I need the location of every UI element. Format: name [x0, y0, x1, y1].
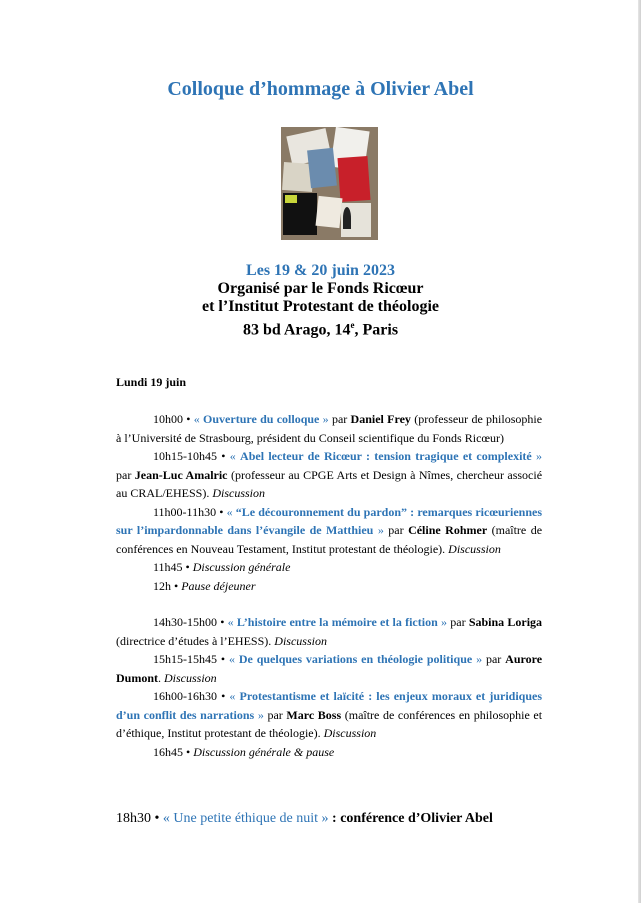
session-title[interactable]: L’histoire entre la mémoire et la fiction — [236, 615, 438, 629]
event-address — [0, 316, 641, 339]
program-item: 10h15-10h45 • « Abel lecteur de Ricœur : tension tragique et complexité » par Jean-Luc Amalric (professeur au CPGE Arts et Design à Nîmes, chercheur associé au CRAL/EHESS). Discussion — [116, 449, 543, 500]
speaker-name: Jean-Luc Amalric — [134, 467, 228, 482]
organiser-line-2: et l’Institut Protestant de théologie — [202, 298, 439, 315]
program-item: 16h45 • Discussion générale & pause — [153, 744, 335, 759]
day-heading: Lundi 19 juin — [116, 375, 187, 389]
program-item: 15h15-15h45 • « De quelques variations en théologie politique » par Aurore Dumont. Discussion — [116, 652, 543, 685]
organiser-line-1: Organisé par le Fonds Ricœur — [217, 280, 424, 297]
program-item: 16h00-16h30 • « Protestantisme et laïcité : les enjeux moraux et juridiques d’un conflit des narrations » par Marc Boss (maître de conférences en philosophie et d’éthique, Institut protestant de théologie). Discussion — [116, 689, 543, 740]
book-collage-photo — [281, 127, 378, 240]
address-main: 83 bd Arago, 14 — [242, 321, 351, 339]
program-item: 12h • Pause déjeuner — [153, 578, 256, 593]
speaker-name: Daniel Frey — [350, 412, 411, 426]
session-title[interactable]: “Le découronnement du pardon” : remarques ricœuriennes sur l’impardonnable dans l’évangile de Matthieu — [116, 504, 543, 537]
session-title[interactable]: Abel lecteur de Ricœur : tension tragique et complexité — [240, 449, 532, 463]
speaker-name: Marc Boss — [286, 707, 342, 722]
speaker-name: Sabina Loriga — [468, 615, 543, 629]
speaker-name: Aurore Dumont — [116, 652, 543, 685]
program-item: 14h30-15h00 • « L’histoire entre la mémoire et la fiction » par Sabina Loriga (directrice d’études à l’EHESS). Discussion — [116, 615, 543, 648]
speaker-name: Céline Rohmer — [408, 523, 488, 537]
evening-lecture: 18h30 • « Une petite éthique de nuit » : conférence d’Olivier Abel — [116, 811, 493, 826]
address-city: , Paris — [354, 321, 399, 339]
address-superscript: e — [350, 320, 355, 330]
session-title[interactable]: De quelques variations en théologie politique — [238, 652, 473, 666]
event-dates: Les 19 & 20 juin 2023 — [246, 262, 395, 279]
program-list — [116, 410, 542, 761]
document-title: Colloque d’hommage à Olivier Abel — [167, 78, 474, 100]
evening-lecture-title[interactable]: Une petite éthique de nuit — [173, 811, 319, 826]
program-item: 10h00 • « Ouverture du colloque » par Daniel Frey (professeur de philosophie à l’Université de Strasbourg, président du Conseil scientifique du Fonds Ricœur) — [116, 412, 543, 445]
session-title[interactable]: Ouverture du colloque — [203, 412, 320, 426]
program-item: 11h45 • Discussion générale — [153, 560, 291, 574]
program-item: 11h00-11h30 • « “Le découronnement du pardon” : remarques ricœuriennes sur l’impardonnable dans l’évangile de Matthieu » par Céline Rohmer (maître de conférences en Nouveau Testament, Institut protestant de théologie). Discussion — [116, 504, 543, 556]
session-title[interactable]: Protestantisme et laïcité : les enjeux moraux et juridiques d’un conflit des narrations — [116, 689, 543, 722]
